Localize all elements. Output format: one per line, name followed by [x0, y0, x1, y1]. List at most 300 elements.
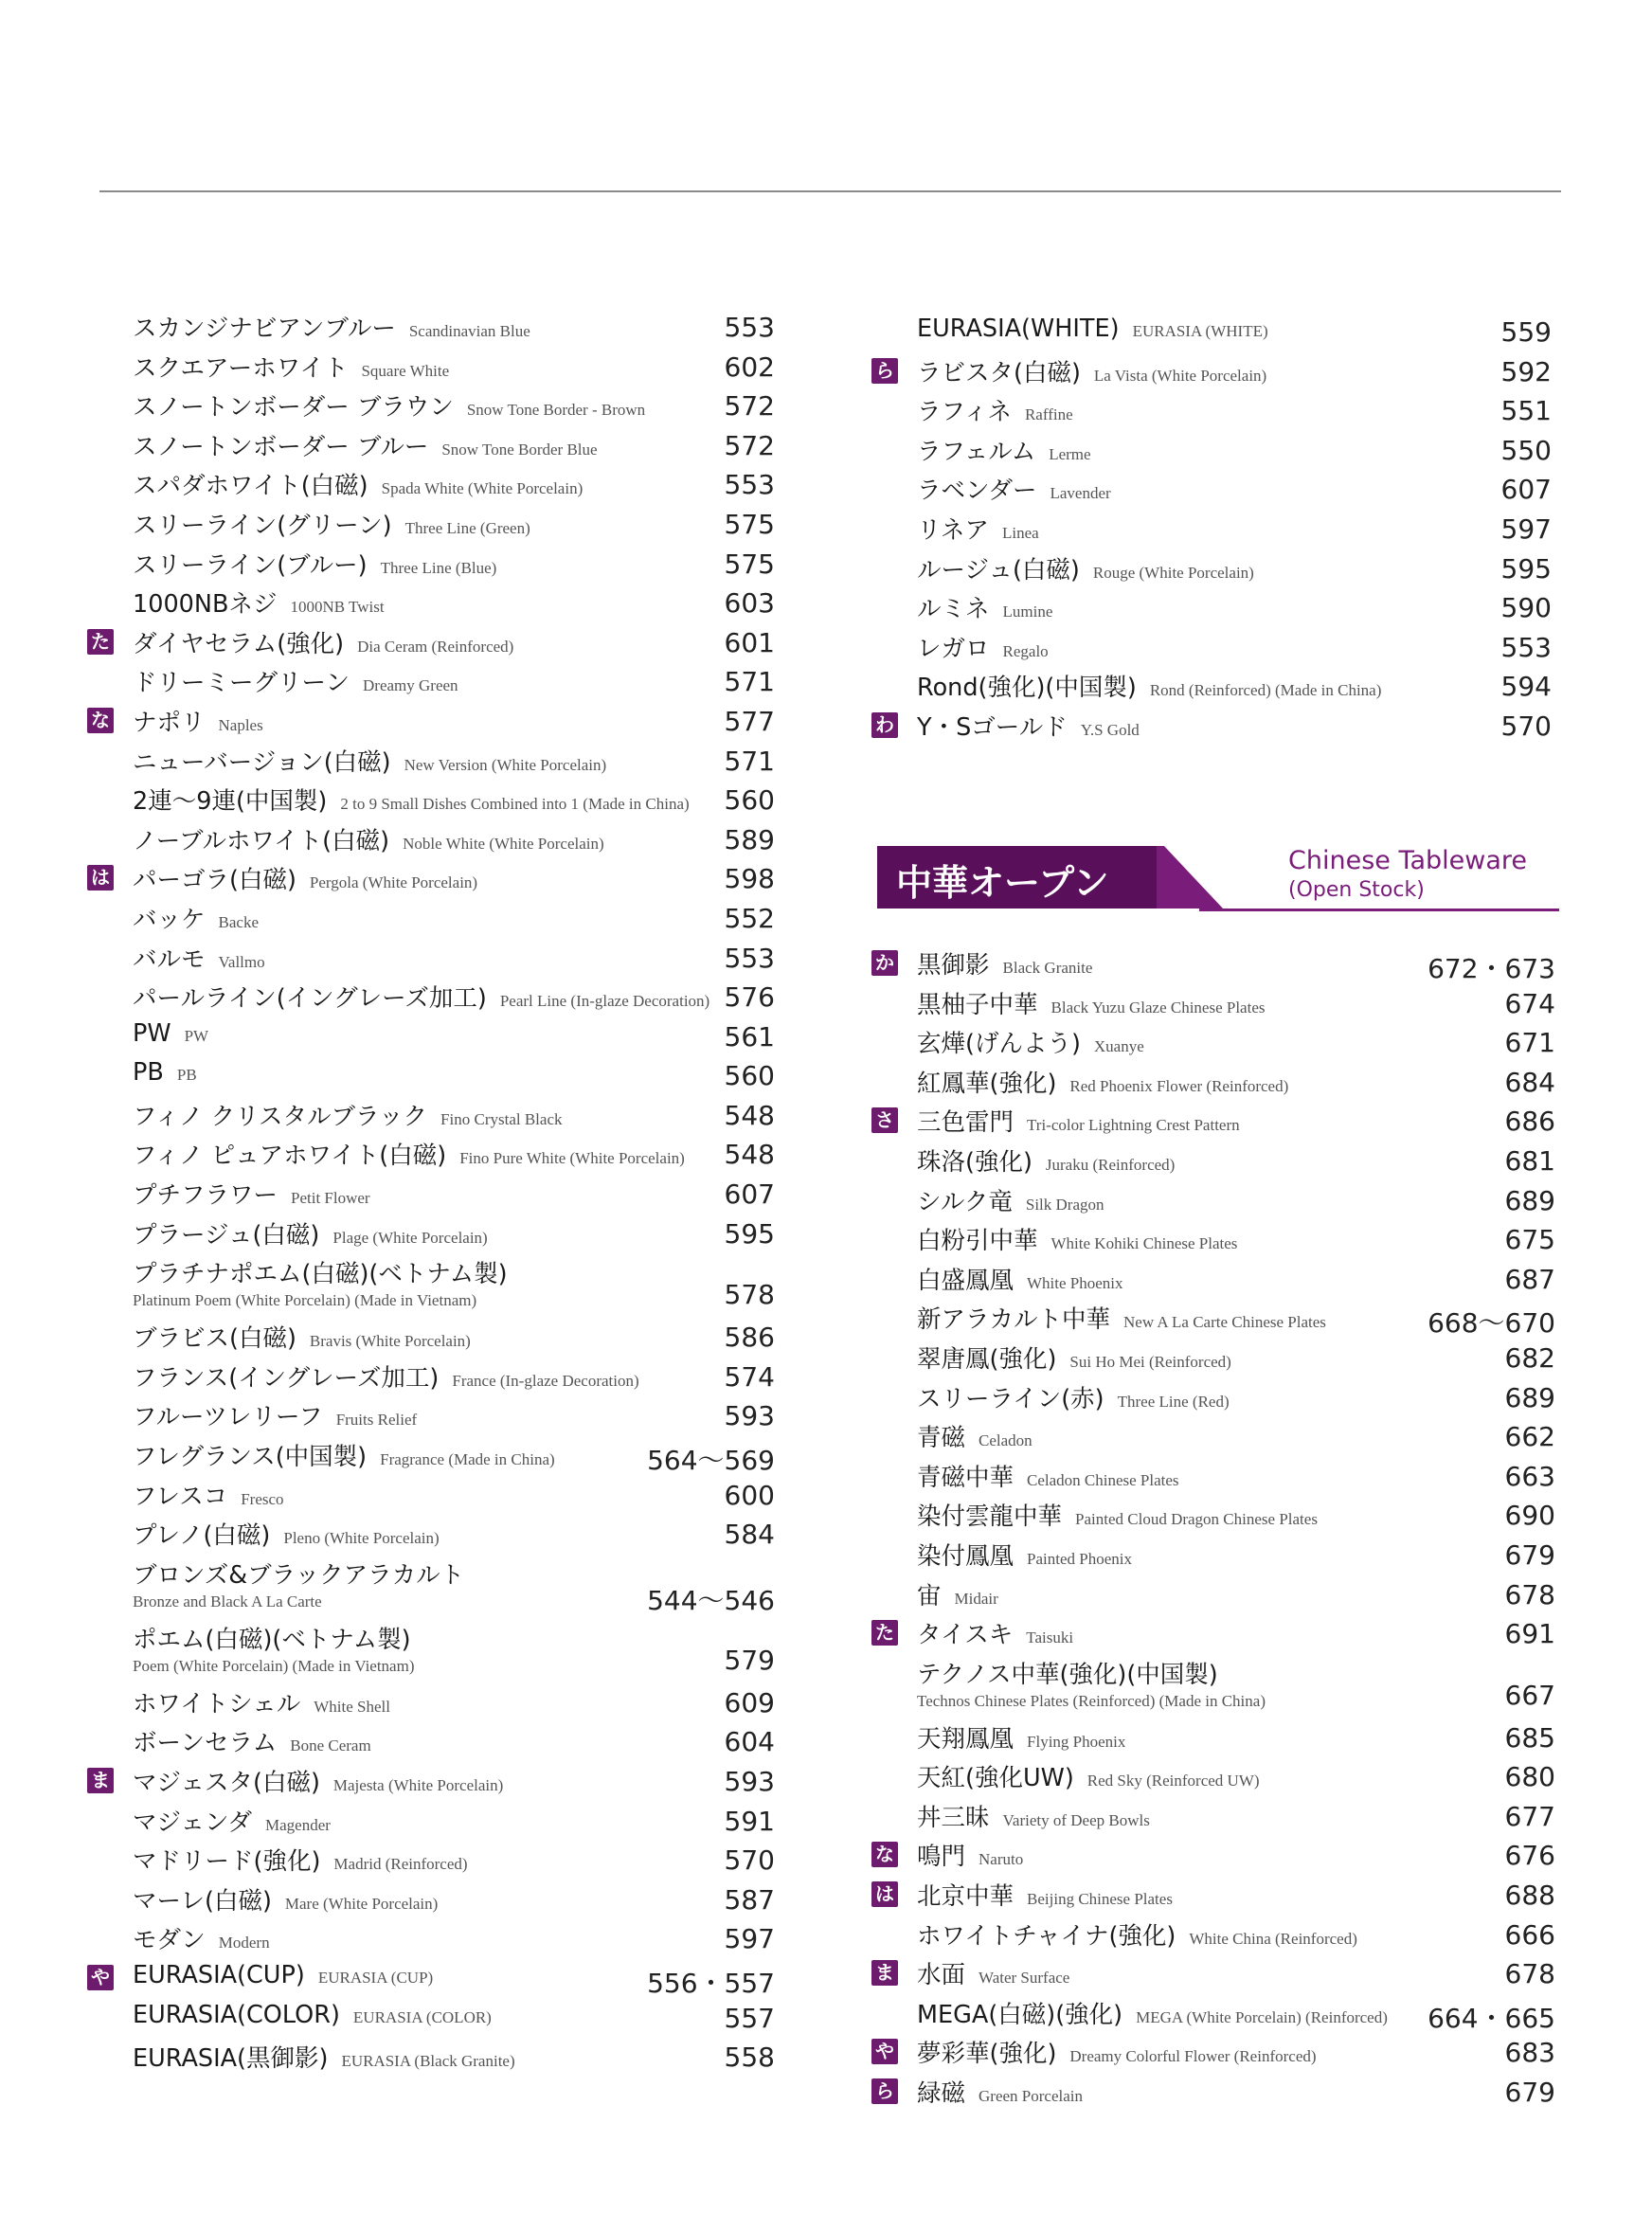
entry-japanese-text: EURASIA(CUP)	[133, 1960, 305, 1989]
entry-japanese-text: ルミネ	[917, 595, 990, 624]
entry-english-name: Lavender	[1050, 484, 1111, 503]
entry-japanese-name	[133, 664, 458, 698]
index-entry	[85, 1722, 777, 1762]
entry-page-number: 679	[1504, 1538, 1555, 1571]
entry-japanese-name	[133, 822, 604, 856]
entry-japanese-text: 三色雷門	[917, 1108, 1015, 1138]
entry-japanese-text: ナポリ	[133, 708, 206, 737]
entry-page-number: 591	[724, 1805, 775, 1837]
entry-english-name: France (In-glaze Decoration)	[452, 1371, 639, 1390]
entry-page-number: 572	[724, 390, 775, 423]
entry-page-number: 553	[724, 312, 775, 343]
index-entry	[85, 1318, 777, 1358]
index-entry	[870, 1876, 1557, 1916]
index-entry	[870, 1102, 1557, 1142]
index-entry	[870, 1496, 1557, 1536]
category-title: 中華オープン	[896, 861, 1109, 904]
entry-english-name: Rouge (White Porcelain)	[1092, 563, 1254, 582]
index-entry	[870, 1994, 1557, 2034]
entry-english-name: Madrid (Reinforced)	[333, 1855, 468, 1874]
entry-english-name: Snow Tone Border - Brown	[466, 401, 646, 420]
entry-page-number: 570	[1500, 710, 1552, 742]
left-index-column	[85, 308, 777, 2078]
entry-english-name: Backe	[218, 912, 259, 931]
kana-section-badge: や	[87, 1965, 114, 1990]
index-entry	[85, 1919, 777, 1959]
entry-japanese-text: スリーライン(赤)	[917, 1384, 1104, 1413]
kana-section-badge: ら	[871, 2078, 898, 2104]
index-entry	[870, 1142, 1557, 1181]
entry-japanese-name	[133, 1019, 208, 1048]
entry-japanese-name	[917, 1419, 1032, 1453]
entry-japanese-name	[917, 1143, 1175, 1178]
entry-page-number: 687	[1504, 1263, 1555, 1295]
entry-page-number: 664・665	[1428, 2002, 1555, 2034]
index-entry	[85, 1253, 777, 1318]
entry-page-number: 553	[724, 469, 775, 501]
entry-japanese-text: パーゴラ(白磁)	[133, 866, 296, 895]
entry-english-name: Poem (White Porcelain) (Made in Vietnam)	[133, 1656, 415, 1675]
entry-page-number: 564〜569	[647, 1445, 775, 1477]
entry-japanese-text: プラージュ(白磁)	[133, 1220, 320, 1250]
entry-page-number: 556・557	[647, 1967, 775, 1999]
entry-japanese-text: Y・Sゴールド	[917, 712, 1068, 742]
index-entry	[85, 1841, 777, 1880]
entry-page-number: 683	[1504, 2037, 1555, 2069]
entry-japanese-text: ルージュ(白磁)	[917, 555, 1080, 585]
entry-english-name: Square White	[361, 361, 450, 380]
kana-section-badge: か	[871, 950, 898, 976]
entry-japanese-name	[133, 1764, 503, 1798]
entry-page-number: 672・673	[1428, 953, 1555, 984]
entry-page-number: 550	[1500, 434, 1552, 466]
entry-japanese-text: 黒柚子中華	[917, 990, 1038, 1019]
entry-english-name: Fragrance (Made in China)	[380, 1450, 555, 1469]
entry-japanese-name	[133, 350, 449, 384]
index-entry	[870, 2033, 1557, 2073]
entry-english-name: Spada White (White Porcelain)	[381, 479, 584, 498]
entry-page-number: 676	[1504, 1840, 1555, 1872]
entry-page-number: 681	[1504, 1144, 1555, 1177]
entry-page-number: 690	[1504, 1500, 1555, 1532]
index-entry	[85, 1802, 777, 1842]
entry-japanese-text: リネア	[917, 515, 989, 545]
top-rule	[99, 190, 1561, 192]
entry-page-number: 597	[724, 1923, 775, 1955]
entry-japanese-name	[917, 1577, 998, 1611]
entry-japanese-text: フレグランス(中国製)	[133, 1443, 368, 1472]
entry-english-name: Painted Cloud Dragon Chinese Plates	[1075, 1510, 1318, 1529]
entry-japanese-name	[917, 946, 1092, 981]
index-entry	[85, 584, 777, 623]
entry-japanese-name	[133, 388, 645, 423]
index-entry	[85, 1214, 777, 1254]
entry-japanese-text: レガロ	[917, 634, 990, 663]
entry-english-name: Xuanye	[1093, 1037, 1144, 1056]
entry-japanese-name	[917, 393, 1073, 427]
entry-page-number: 667	[1504, 1679, 1555, 1711]
entry-japanese-name	[917, 472, 1111, 506]
entry-japanese-name	[917, 1459, 1179, 1493]
index-entry	[870, 1575, 1557, 1615]
kana-section-badge: ま	[871, 1960, 898, 1986]
entry-english-name: New A La Carte Chinese Plates	[1123, 1313, 1326, 1332]
entry-japanese-text: 紅鳳華(強化)	[917, 1069, 1057, 1098]
entry-japanese-name	[917, 1025, 1144, 1059]
index-entry	[870, 391, 1557, 431]
index-entry	[870, 470, 1557, 510]
index-entry	[85, 820, 777, 860]
entry-japanese-name	[133, 1177, 370, 1211]
entry-japanese-text: ノーブルホワイト(白磁)	[133, 826, 390, 855]
entry-page-number: 686	[1504, 1106, 1555, 1138]
entry-japanese-name	[133, 310, 530, 344]
entry-page-number: 662	[1504, 1421, 1555, 1453]
entry-japanese-name	[133, 428, 598, 462]
entry-japanese-name	[133, 1398, 417, 1432]
index-entry	[870, 707, 1557, 747]
entry-page-number: 553	[724, 942, 775, 974]
entry-japanese-name	[917, 1301, 1326, 1335]
entry-page-number: 589	[724, 823, 775, 855]
entry-japanese-name	[133, 1882, 438, 1916]
entry-page-number: 594	[1500, 671, 1552, 703]
entry-japanese-text: 夢彩華(強化)	[917, 2040, 1057, 2069]
entry-page-number: 584	[724, 1519, 775, 1551]
entry-japanese-name	[917, 1340, 1231, 1375]
index-entry	[870, 1718, 1557, 1758]
entry-japanese-text: 鳴門	[917, 1843, 966, 1872]
entry-japanese-text: バルモ	[133, 945, 206, 974]
entry-page-number: 560	[724, 784, 775, 817]
entry-english-name: Fino Crystal Black	[440, 1109, 563, 1128]
entry-japanese-text: 1000NBネジ	[133, 590, 278, 620]
entry-japanese-name	[917, 1498, 1318, 1532]
entry-page-number: 680	[1504, 1761, 1555, 1793]
index-entry	[870, 984, 1557, 1024]
entry-english-name: MEGA (White Porcelain) (Reinforced)	[1136, 2007, 1388, 2026]
entry-japanese-text: タイスキ	[917, 1621, 1014, 1650]
entry-japanese-text: ポエム(白磁)(ベトナム製)	[133, 1625, 411, 1654]
entry-english-name: White Kohiki Chinese Plates	[1050, 1234, 1238, 1253]
index-entry	[85, 1017, 777, 1057]
index-entry	[870, 945, 1557, 984]
entry-english-name: EURASIA (WHITE)	[1132, 322, 1268, 340]
entry-japanese-name	[133, 1478, 284, 1512]
entry-japanese-text: MEGA(白磁)(強化)	[917, 2000, 1123, 2029]
entry-japanese-text: スクエアーホワイト	[133, 353, 349, 383]
entry-english-name: Red Sky (Reinforced UW)	[1086, 1772, 1260, 1790]
entry-page-number: 575	[724, 548, 775, 580]
entry-japanese-name	[133, 2001, 492, 2029]
right-index-column	[870, 313, 1557, 747]
entry-english-name: Celadon	[979, 1431, 1032, 1450]
entry-english-name: Red Phoenix Flower (Reinforced)	[1069, 1076, 1289, 1095]
index-entry	[870, 1536, 1557, 1575]
entry-page-number: 587	[724, 1883, 775, 1916]
entry-page-number: 578	[724, 1279, 775, 1311]
entry-japanese-name	[133, 507, 530, 541]
entry-english-name: Sui Ho Mei (Reinforced)	[1069, 1352, 1231, 1371]
entry-english-name: Silk Dragon	[1025, 1195, 1104, 1214]
entry-japanese-text: 染付雲龍中華	[917, 1502, 1063, 1532]
index-entry	[85, 899, 777, 939]
kana-section-badge: た	[87, 629, 114, 655]
entry-japanese-text: パールライン(イングレーズ加工)	[133, 984, 487, 1014]
entry-japanese-name	[133, 625, 513, 659]
index-entry	[85, 348, 777, 387]
entry-japanese-text: マジェンダ	[133, 1808, 252, 1837]
index-entry	[870, 1954, 1557, 1994]
entry-english-name: Magender	[264, 1815, 331, 1834]
entry-japanese-name	[133, 547, 496, 581]
entry-english-name: Fresco	[241, 1489, 284, 1508]
entry-english-name: PB	[176, 1066, 197, 1085]
entry-english-name: Variety of Deep Bowls	[1002, 1810, 1150, 1829]
index-entry	[85, 742, 777, 782]
entry-japanese-text: プラチナポエム(白磁)(ベトナム製)	[133, 1260, 508, 1289]
entry-japanese-text: 丼三昧	[917, 1803, 990, 1832]
entry-english-name: Beijing Chinese Plates	[1027, 1890, 1173, 1909]
entry-english-name: Black Yuzu Glaze Chinese Plates	[1050, 998, 1266, 1017]
entry-japanese-text: ブラビス(白磁)	[133, 1324, 296, 1354]
entry-japanese-text: 宙	[917, 1581, 942, 1610]
entry-page-number: 688	[1504, 1880, 1555, 1912]
kana-section-badge: な	[87, 708, 114, 733]
entry-japanese-name	[133, 704, 263, 738]
entry-english-name: Plage (White Porcelain)	[332, 1228, 488, 1247]
entry-english-name: Regalo	[1002, 641, 1049, 660]
entry-japanese-name	[133, 1438, 555, 1472]
chinese-index-column	[870, 945, 1557, 2113]
entry-page-number: 559	[1500, 316, 1552, 348]
entry-page-number: 668〜670	[1428, 1307, 1555, 1340]
entry-english-name: White Shell	[314, 1697, 390, 1716]
entry-japanese-name	[917, 1720, 1125, 1754]
entry-japanese-text: 翠唐鳳(強化)	[917, 1344, 1057, 1374]
entry-japanese-name	[133, 1359, 639, 1394]
entry-page-number: 679	[1504, 2077, 1555, 2109]
index-entry	[870, 1654, 1557, 1718]
entry-page-number: 600	[724, 1479, 775, 1511]
entry-english-name: Green Porcelain	[979, 2087, 1083, 2106]
entry-page-number: 548	[724, 1139, 775, 1171]
entry-english-name: Celadon Chinese Plates	[1027, 1470, 1179, 1489]
entry-japanese-text: 白粉引中華	[917, 1227, 1038, 1256]
entry-japanese-text: EURASIA(WHITE)	[917, 315, 1120, 343]
entry-english-name: PW	[184, 1026, 209, 1045]
entry-english-name: Platinum Poem (White Porcelain) (Made in Vietnam)	[133, 1291, 477, 1310]
index-entry	[85, 1056, 777, 1096]
index-entry	[85, 505, 777, 545]
index-entry	[870, 1023, 1557, 1063]
index-entry	[870, 1457, 1557, 1497]
entry-page-number: 677	[1504, 1800, 1555, 1832]
entry-japanese-text: ボーンセラム	[133, 1729, 278, 1758]
entry-japanese-text: マドリード(強化)	[133, 1847, 321, 1877]
entry-japanese-name	[917, 1917, 1357, 1952]
category-header	[877, 846, 1559, 912]
index-entry	[85, 1358, 777, 1397]
entry-page-number: 548	[724, 1099, 775, 1131]
entry-japanese-text: スリーライン(ブルー)	[133, 550, 368, 580]
index-entry	[85, 1762, 777, 1802]
entry-english-name: La Vista (White Porcelain)	[1093, 366, 1267, 385]
entry-japanese-name	[133, 467, 583, 501]
entry-japanese-name	[133, 1843, 468, 1877]
kana-section-badge: は	[871, 1881, 898, 1907]
kana-section-badge: わ	[871, 712, 898, 738]
entry-japanese-text: EURASIA(黒御影)	[133, 2044, 329, 2074]
entry-english-name: Noble White (White Porcelain)	[403, 834, 604, 853]
index-entry	[870, 628, 1557, 668]
entry-page-number: 572	[724, 429, 775, 461]
entry-japanese-text: スリーライン(グリーン)	[133, 511, 392, 540]
kana-section-badge: は	[87, 865, 114, 891]
entry-japanese-text: ラビスタ(白磁)	[917, 358, 1081, 387]
index-entry	[870, 1181, 1557, 1221]
entry-japanese-name	[917, 1616, 1073, 1650]
entry-japanese-name	[917, 2035, 1317, 2069]
index-entry	[85, 465, 777, 505]
entry-english-name: Three Line (Red)	[1117, 1392, 1230, 1411]
entry-japanese-name	[133, 1961, 433, 1989]
entry-japanese-text: ラフェルム	[917, 437, 1036, 466]
entry-english-name: Snow Tone Border Blue	[441, 440, 598, 459]
index-entry	[870, 2073, 1557, 2113]
entry-english-name: Bone Ceram	[290, 1736, 371, 1755]
entry-japanese-name	[133, 1216, 488, 1250]
entry-japanese-text: シルク竜	[917, 1187, 1013, 1216]
entry-japanese-text: フィノ ピュアホワイト(白磁)	[133, 1142, 447, 1171]
entry-page-number: 689	[1504, 1381, 1555, 1413]
entry-japanese-text: フィノ クリスタルブラック	[133, 1102, 428, 1131]
index-entry	[870, 1220, 1557, 1260]
index-entry	[85, 1880, 777, 1920]
entry-english-name: 2 to 9 Small Dishes Combined into 1 (Made in China)	[340, 795, 690, 814]
entry-japanese-name	[133, 941, 265, 975]
index-entry	[870, 667, 1557, 707]
entry-japanese-text: ブロンズ&ブラックアラカルト	[133, 1560, 465, 1590]
entry-japanese-name	[917, 1538, 1132, 1572]
entry-english-name: Mare (White Porcelain)	[284, 1894, 439, 1913]
index-entry	[85, 1999, 777, 2039]
entry-japanese-name	[917, 1380, 1230, 1414]
index-entry	[85, 1476, 777, 1516]
entry-page-number: 691	[1504, 1618, 1555, 1650]
entry-page-number: 671	[1504, 1027, 1555, 1059]
index-entry	[870, 549, 1557, 589]
index-entry	[85, 2038, 777, 2078]
entry-japanese-name	[133, 1320, 471, 1354]
entry-japanese-text: 青磁中華	[917, 1463, 1015, 1492]
entry-japanese-name	[917, 1065, 1288, 1099]
index-entry	[85, 1175, 777, 1214]
index-entry	[85, 1683, 777, 1723]
entry-japanese-name	[133, 901, 259, 935]
entry-japanese-name	[133, 744, 606, 778]
entry-english-name: Scandinavian Blue	[408, 322, 530, 340]
entry-page-number: 571	[724, 666, 775, 698]
entry-page-number: 579	[724, 1644, 775, 1676]
entry-japanese-text: マーレ(白磁)	[133, 1886, 272, 1916]
index-entry	[870, 352, 1557, 392]
kana-section-badge: ま	[87, 1768, 114, 1793]
entry-page-number: 666	[1504, 1918, 1555, 1951]
entry-japanese-text: ホワイトチャイナ(強化)	[917, 1921, 1176, 1951]
entry-page-number: 592	[1500, 355, 1552, 387]
entry-japanese-name	[917, 1956, 1069, 1990]
index-entry	[85, 545, 777, 585]
entry-english-name: Dreamy Colorful Flower (Reinforced)	[1069, 2047, 1317, 2066]
index-entry	[870, 510, 1557, 549]
entry-page-number: 595	[1500, 552, 1552, 585]
index-entry	[85, 308, 777, 348]
entry-page-number: 590	[1500, 592, 1552, 624]
entry-japanese-text: テクノス中華(強化)(中国製)	[917, 1660, 1218, 1689]
entry-japanese-name	[133, 1098, 563, 1132]
entry-english-name: Tri-color Lightning Crest Pattern	[1027, 1116, 1240, 1135]
index-entry	[870, 1063, 1557, 1103]
entry-japanese-text: EURASIA(COLOR)	[133, 2000, 340, 2029]
index-entry	[870, 1757, 1557, 1797]
entry-page-number: 684	[1504, 1066, 1555, 1098]
entry-page-number: 685	[1504, 1721, 1555, 1754]
entry-japanese-text: 水面	[917, 1961, 966, 1990]
entry-page-number: 574	[724, 1360, 775, 1393]
index-entry	[85, 781, 777, 820]
index-entry	[85, 1096, 777, 1136]
entry-english-name: Vallmo	[218, 952, 265, 971]
entry-japanese-name	[917, 709, 1140, 743]
index-entry	[85, 859, 777, 899]
entry-japanese-text: ドリーミーグリーン	[133, 669, 350, 698]
entry-page-number: 558	[724, 2042, 775, 2074]
entry-page-number: 552	[724, 902, 775, 934]
entry-japanese-text: 新アラカルト中華	[917, 1305, 1111, 1335]
index-entry	[870, 1339, 1557, 1378]
entry-english-name: Bronze and Black A La Carte	[133, 1592, 322, 1610]
entry-japanese-name	[133, 1804, 331, 1838]
entry-page-number: 575	[724, 508, 775, 540]
entry-japanese-text: スカンジナビアンブルー	[133, 315, 396, 343]
entry-page-number: 607	[1500, 474, 1552, 506]
category-english-subtitle: (Open Stock)	[1288, 878, 1425, 902]
entry-japanese-name	[917, 1656, 1218, 1690]
entry-japanese-text: 黒御影	[917, 951, 990, 980]
entry-japanese-text: ラベンダー	[917, 477, 1037, 506]
entry-page-number: 593	[724, 1766, 775, 1797]
index-entry	[85, 702, 777, 742]
entry-japanese-text: 玄燁(げんよう)	[917, 1030, 1081, 1059]
entry-japanese-text: モダン	[133, 1926, 206, 1955]
entry-japanese-name	[133, 1255, 508, 1289]
entry-japanese-text: 2連〜9連(中国製)	[133, 787, 328, 817]
entry-japanese-text: プレノ(白磁)	[133, 1521, 271, 1551]
index-entry	[85, 1515, 777, 1555]
entry-page-number: 598	[724, 863, 775, 895]
entry-japanese-name	[917, 1759, 1260, 1793]
entry-english-name: EURASIA (COLOR)	[352, 2007, 492, 2026]
entry-english-name: Midair	[954, 1589, 998, 1608]
entry-japanese-text: ラフィネ	[917, 398, 1012, 427]
entry-japanese-name	[917, 669, 1381, 703]
entry-japanese-text: 天紅(強化UW)	[917, 1764, 1074, 1793]
entry-japanese-name	[133, 2040, 515, 2074]
entry-english-name: Rond (Reinforced) (Made in China)	[1149, 681, 1382, 700]
index-entry	[870, 431, 1557, 471]
entry-page-number: 561	[724, 1020, 775, 1053]
